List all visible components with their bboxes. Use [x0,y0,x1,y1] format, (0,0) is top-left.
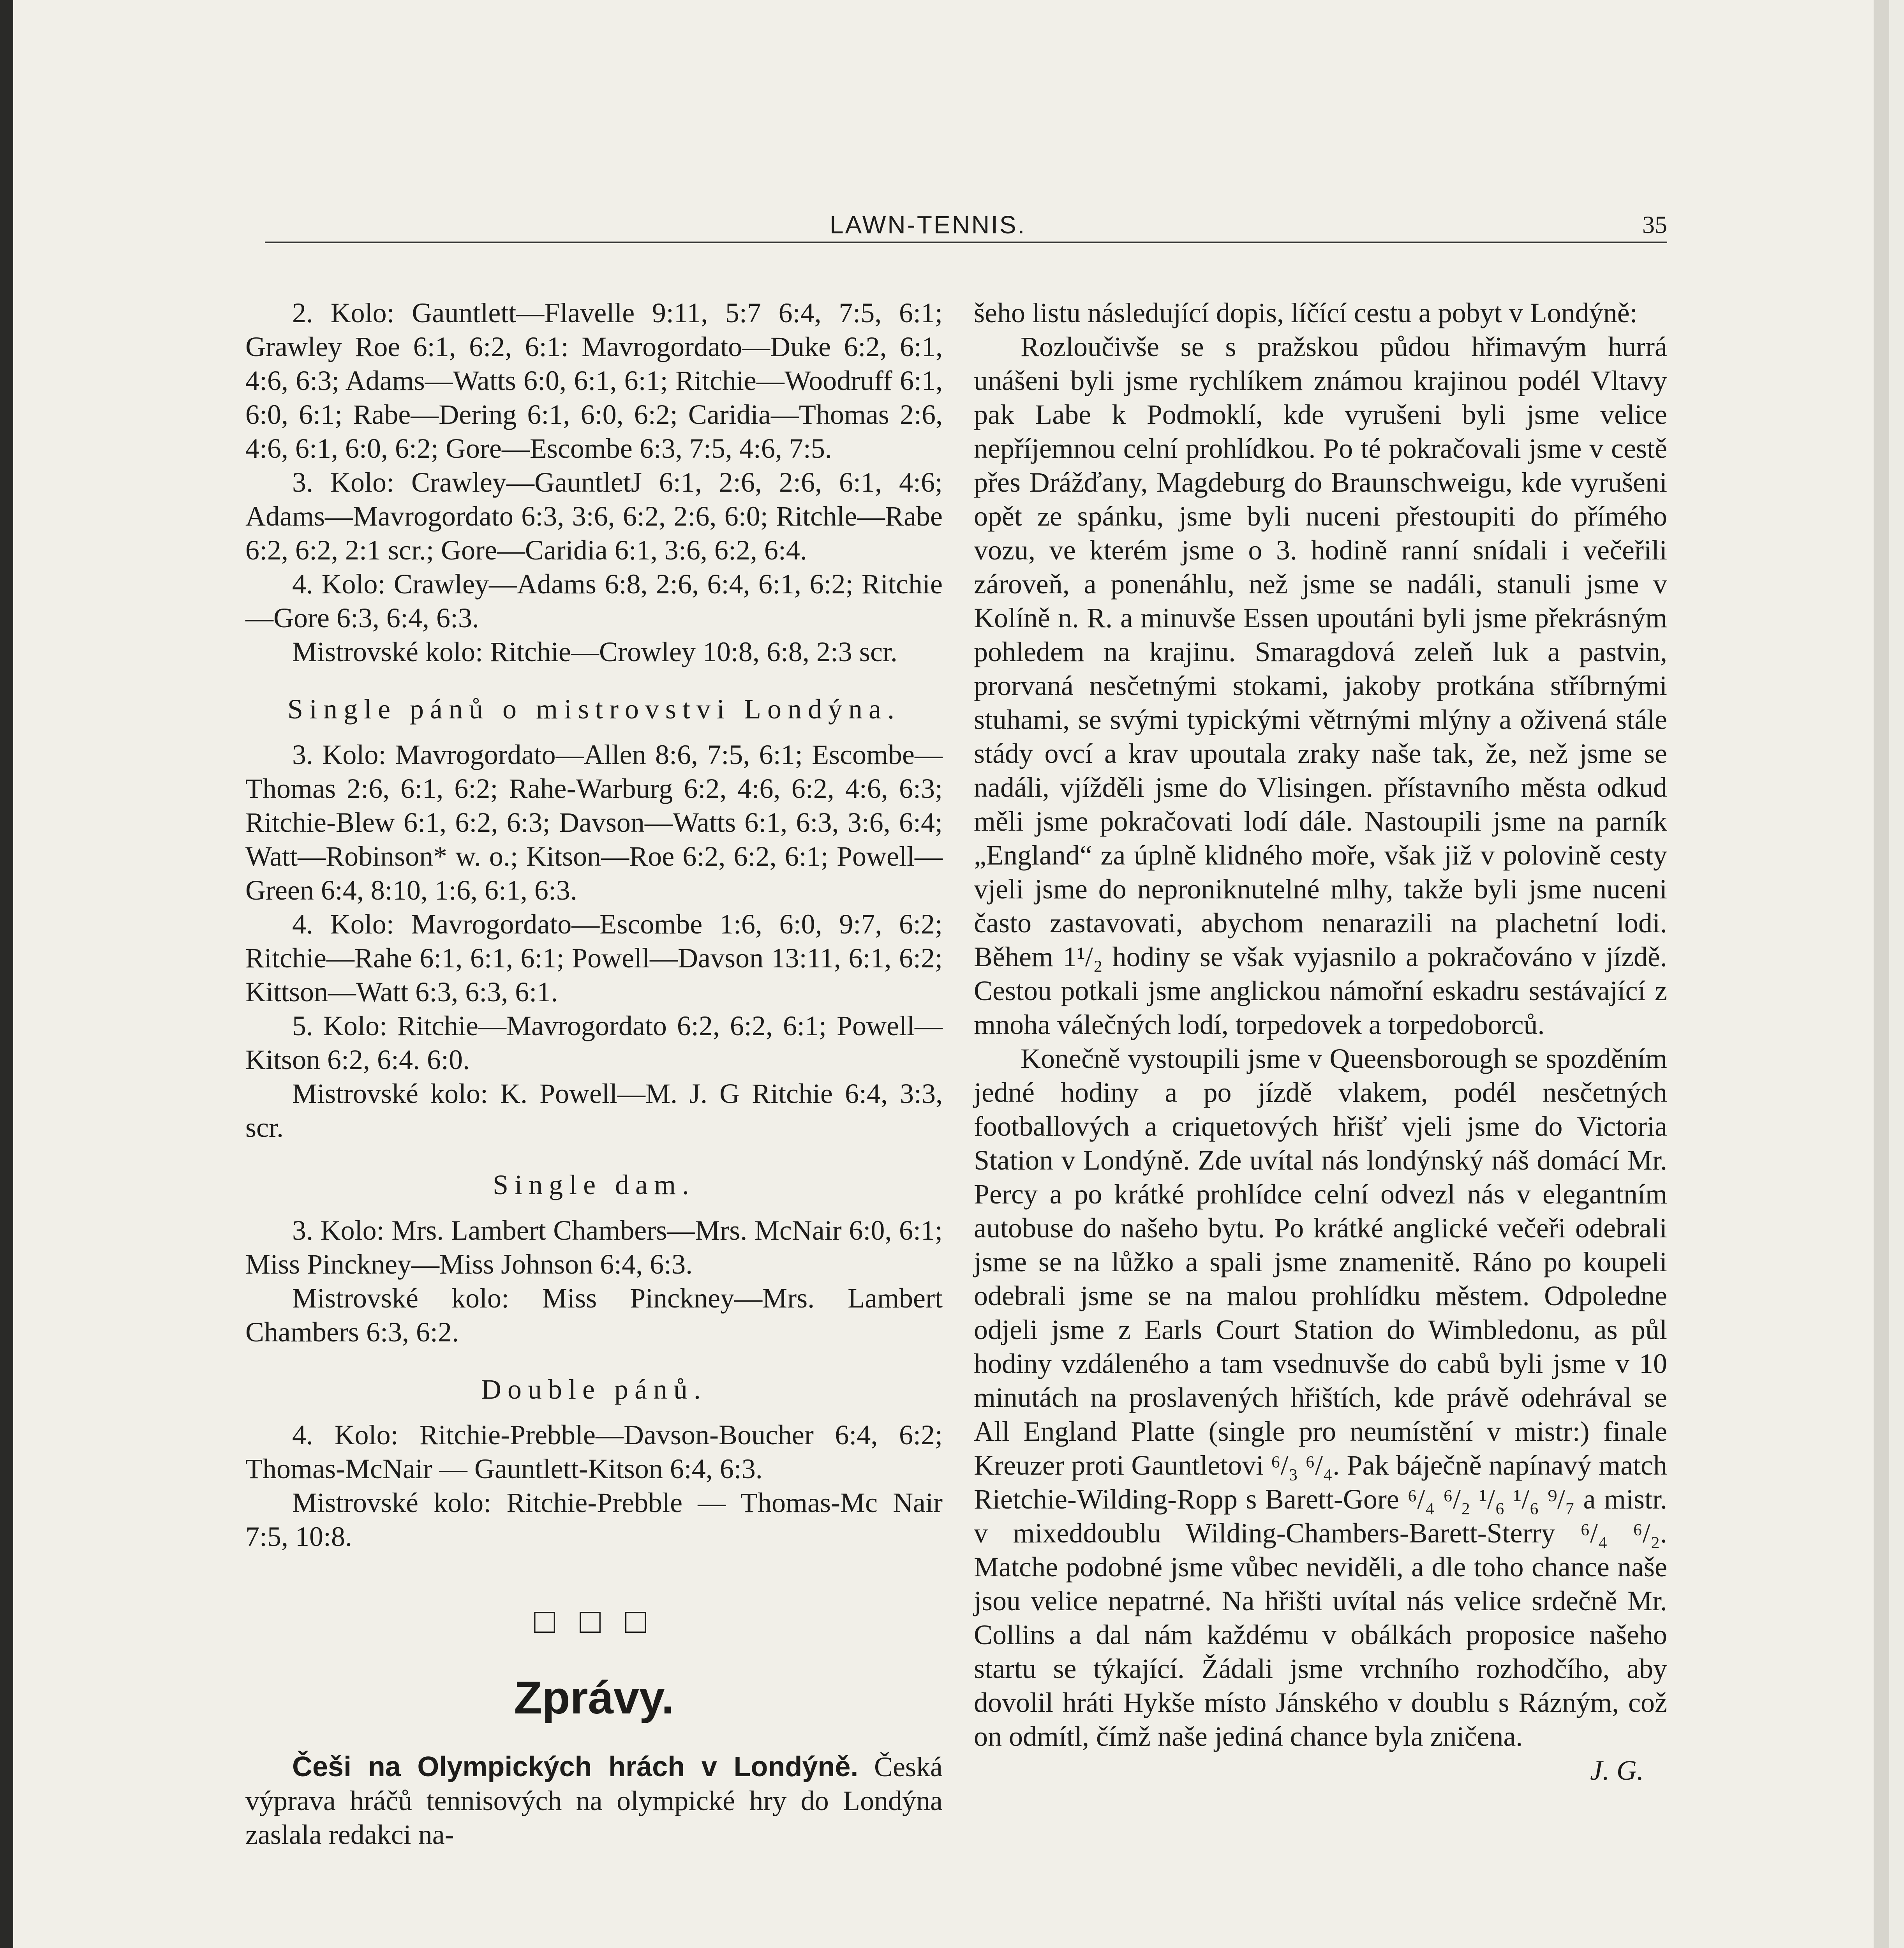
section-heading-mens-doubles: Double pánů. [481,1374,707,1405]
section-heading-ladies-singles: Single dam. [493,1169,695,1200]
page-edge-right [1874,0,1889,1948]
results-round-5-mens: 5. Kolo: Ritchie—Mavrogordato 6:2, 6:2, 6:1; Powell—Kitson 6:2, 6:4. 6:0. [245,1010,943,1075]
results-final-doubles: Mistrovské kolo: Ritchie-Prebble — Thomas-Mc Nair 7:5, 10:8. [245,1487,943,1552]
results-round-4-mens: 4. Kolo: Mavrogordato—Escombe 1:6, 6:0, 9:7, 6:2; Ritchie—Rahe 6:1, 6:1, 6:1; Powell—Davson 13:11, 6:1, 6:2; Kittson—Watt 6:3, 6:3, 6:1. [245,909,943,1008]
section-ornament: □ □ □ [534,1602,654,1641]
binding-edge [0,0,13,1948]
results-final-ladies: Mistrovské kolo: Miss Pinckney—Mrs. Lambert Chambers 6:3, 6:2. [245,1283,943,1348]
results-round-3: 3. Kolo: Crawley—GauntletJ 6:1, 2:6, 2:6, 6:1, 4:6; Adams—Mavrogordato 6:3, 3:6, 6:2, 2:6, 6:0; Ritchle—Rabe 6:2, 6:2, 2:1 scr.; Gore—Caridia 6:1, 3:6, 6:2, 6:4. [245,467,943,566]
news-heading: Zprávy. [514,1672,674,1724]
left-column [245,296,943,1852]
letter-paragraph-2: Konečně vystoupili jsme v Queensborough se spozděním jedné hodiny a po jízdě vlakem, podél nesčetných footballových a criquetových hřišť vjeli jsme do Victoria Station v Londýně. Zde uvítal nás londýnský náš domácí Mr. Percy a po krátké prohlídce celní odvezl nás v elegantním autobuse do našeho bytu. Po krátké anglické večeři odebrali jsme se na lůžko a spali jsme znamenitě. Ráno po koupeli odebrali jsme se na malou prohlídku městem. Odpoledne odjeli jsme z Earls Court Station do Wimbledonu, as půl hodiny vzdáleného a tam vsednuvše do cabů byli jsme v 10 minutách na proslavených hřištích, kde právě odehrával se All England Platte (single pro neumístění v mistr:) finale Kreuzer proti Gauntletovi ⁶/₃ ⁶/₄. Pak báječně napínavý match Rietchie-Wilding-Ropp s Barett-Gore ⁶/₄ ⁶/₂ ¹/₆ ¹/₆ ⁹/₇ a mistr. v mixeddoublu Wilding-Chambers-Barett-Sterry ⁶/₄ ⁶/₂. Matche podobné jsme vůbec neviděli, a dle toho chance naše jsou velice nepatrné. Na hřišti uvítal nás velice srdečně Mr. Collins a dal nám každému v obálkách proposice našeho startu se týkající. Žádali jsme vrchního rozhodčího, aby dovolil hráti Hykše místo Jánského v doublu s Rázným, což on odmítl, čímž naše jediná chance byla zničena. [974,1043,1667,1752]
results-round-2: 2. Kolo: Gauntlett—Flavelle 9:11, 5:7 6:4, 7:5, 6:1; Grawley Roe 6:1, 6:2, 6:1: Mavrogordato—Duke 6:2, 6:1, 4:6, 6:3; Adams—Watts 6:0, 6:1, 6:1; Ritchie—Woodruff 6:1, 6:0, 6:1; Rabe—Dering 6:1, 6:0, 6:2; Caridia—Thomas 2:6, 4:6, 6:1, 6:0, 6:2; Gore—Escombe 6:3, 7:5, 4:6, 7:5. [245,297,943,464]
letter-intro: šeho listu následující dopis, líčící cestu a pobyt v Londýně: [974,297,1638,328]
news-lead: Češi na Olympických hrách v Londýně. [292,1751,859,1782]
results-final-mens: Mistrovské kolo: K. Powell—M. J. G Ritchie 6:4, 3:3, scr. [245,1078,943,1143]
news-paragraph [245,1750,943,1852]
header-title: LAWN-TENNIS. [830,211,1026,239]
news-text: Česká výprava hráčů tennisových na olympické hry do Londýna zaslala redakci na- [245,1751,943,1850]
scanned-page [12,0,1889,1948]
results-final: Mistrovské kolo: Ritchie—Crowley 10:8, 6:8, 2:3 scr. [292,636,897,667]
right-column [974,296,1667,1789]
results-round-3-ladies: 3. Kolo: Mrs. Lambert Chambers—Mrs. McNair 6:0, 6:1; Miss Pinckney—Miss Johnson 6:4, 6:3. [245,1215,943,1280]
results-round-3-mens: 3. Kolo: Mavrogordato—Allen 8:6, 7:5, 6:1; Escombe—Thomas 2:6, 6:1, 6:2; Rahe-Warburg 6:2, 4:6, 6:2, 4:6, 6:3; Ritchie-Blew 6:1, 6:2, 6:3; Davson—Watts 6:1, 6:3, 3:6, 6:4; Watt—Robinson* w. o.; Kitson—Roe 6:2, 6:2, 6:1; Powell—Green 6:4, 8:10, 1:6, 6:1, 6:3. [245,739,943,906]
running-header [265,203,1667,245]
page-number: 35 [1642,211,1667,238]
results-round-4-doubles: 4. Kolo: Ritchie-Prebble—Davson-Boucher 6:4, 6:2; Thomas-McNair — Gauntlett-Kitson 6:4, 6:3. [245,1419,943,1484]
signature-line [974,1754,1667,1789]
letter-paragraph-1: Rozloučivše se s pražskou půdou hřimavým hurrá unášeni byli jsme rychlíkem známou krajinou podél Vltavy pak Labe k Podmoklí, kde vyrušeni byli jsme velice nepříjemnou celní prohlídkou. Po té pokračovali jsme v cestě přes Drážďany, Magdeburg do Braunschweigu, kde vyrušeni opět ze spánku, jsme byli nuceni přestoupiti do přímého vozu, ve kterém jsme o 3. hodině ranní snídali i večeřili zároveň, a ponenáhlu, než jsme se nadáli, stanuli jsme v Kolíně n. R. a minuvše Essen upoutáni byli jsme překrásným pohledem na krajinu. Smaragdová zeleň luk a pastvin, prorvaná nesčetnými stokami, jakoby protkána stříbrnými stuhami, se svými typickými větrnými mlýny a oživená stále stády ovcí a krav upoutala zraky naše tak, že, než jsme se nadáli, vjížděli jsme do Vlisingen. přístavního města odkud měli jsme pokračovati lodí dále. Nastoupili jsme na parník „England“ za úplně klidného moře, však již v polovině cesty vjeli jsme do neproniknutelné mlhy, takže byli jsme nuceni často zastavovati, abychom nenarazili na plachetní lodi. Během 1¹/₂ hodiny se však vyjasnilo a pokračováno v jízdě. Cestou potkali jsme anglickou námořní eskadru sestávající z mnoha válečných lodí, torpedovek a torpedoborců. [974,331,1667,1040]
results-round-4: 4. Kolo: Crawley—Adams 6:8, 2:6, 6:4, 6:1, 6:2; Ritchie—Gore 6:3, 6:4, 6:3. [245,568,943,633]
section-heading-mens-singles: Single pánů o mistrovstvi Londýna. [287,693,901,725]
header-rule [265,242,1667,243]
signature: J. G. [1590,1755,1644,1786]
